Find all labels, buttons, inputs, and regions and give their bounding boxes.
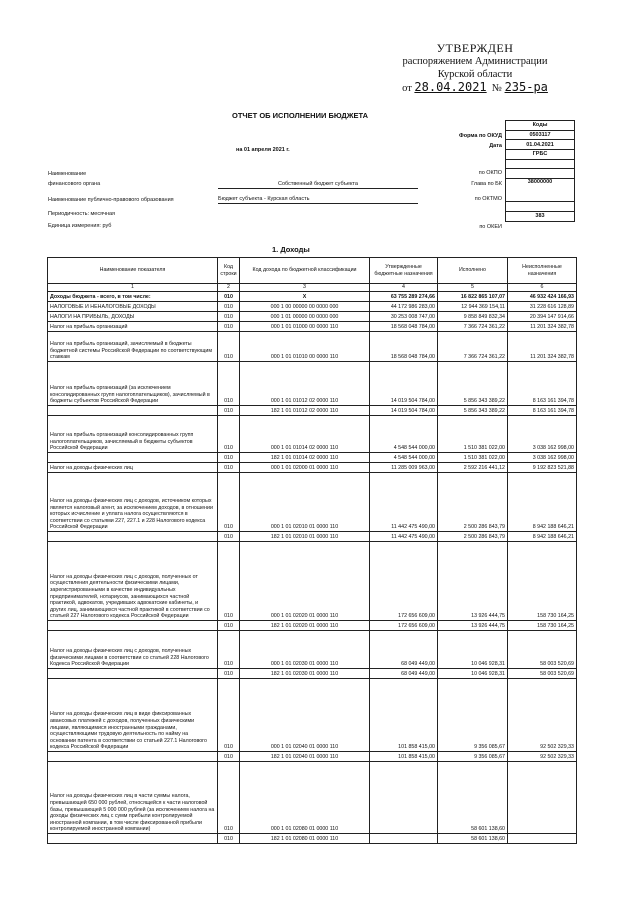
cell-code: 010 [218, 453, 240, 463]
code-date: 01.04.2021 [506, 140, 575, 150]
income-table [47, 257, 577, 844]
code-okud: 0503117 [506, 130, 575, 140]
cell-approved: 14 019 504 784,00 [370, 406, 438, 416]
cell-executed: 2 500 286 843,79 [438, 532, 508, 542]
code-oktmo: 38000000 [506, 179, 575, 202]
approval-title: УТВЕРЖДЕН [436, 41, 514, 55]
cell-code: 010 [218, 473, 240, 532]
cell-unexecuted: 92 502 329,33 [508, 752, 577, 762]
cell-kbk: 182 1 01 01014 02 0000 110 [240, 453, 370, 463]
cell-code: 010 [218, 416, 240, 453]
approval-line1: распоряжением Администрации [402, 56, 548, 67]
cell-name [48, 752, 218, 762]
cell-code: 010 [218, 406, 240, 416]
cell-executed: 10 046 928,31 [438, 631, 508, 669]
cell-unexecuted: 8 163 161 394,78 [508, 406, 577, 416]
label-unit: Единица измерения: руб [48, 223, 112, 229]
label-okei: по ОКЕИ [479, 224, 502, 230]
cell-approved [370, 834, 438, 844]
cell-kbk: 000 1 01 02080 01 0000 110 [240, 762, 370, 834]
cell-approved: 11 285 009 963,00 [370, 463, 438, 473]
cell-name: Доходы бюджета - всего, в том числе: [48, 292, 218, 302]
cell-name: НАЛОГОВЫЕ И НЕНАЛОГОВЫЕ ДОХОДЫ [48, 302, 218, 312]
cell-executed: 1 510 381 022,00 [438, 416, 508, 453]
cell-kbk: 000 1 01 02000 01 0000 110 [240, 463, 370, 473]
cell-approved: 68 049 449,00 [370, 669, 438, 679]
cell-code: 010 [218, 542, 240, 621]
cell-code: 010 [218, 752, 240, 762]
cell-executed: 9 356 085,67 [438, 752, 508, 762]
cell-kbk: 000 1 01 02040 01 0000 110 [240, 679, 370, 752]
section-title: 1. Доходы [272, 245, 310, 254]
cell-executed: 2 592 216 441,12 [438, 463, 508, 473]
cell-name: Налог на прибыль организаций консолидированных групп налогоплательщиков, зачисляемый в бюджеты субъектов Российской Федерации [48, 416, 218, 453]
cell-unexecuted: 11 201 324 382,78 [508, 322, 577, 332]
cell-executed: 7 366 724 361,22 [438, 322, 508, 332]
cell-name: Налог на прибыль организаций, зачисляемый в бюджеты бюджетной системы Российской Федерации по соответствующим ставкам [48, 332, 218, 362]
cell-unexecuted: 58 003 520,69 [508, 631, 577, 669]
cell-unexecuted: 8 942 188 646,21 [508, 473, 577, 532]
cell-code: 010 [218, 669, 240, 679]
cell-executed: 16 822 865 107,07 [438, 292, 508, 302]
cell-approved: 4 548 544 000,00 [370, 453, 438, 463]
cell-unexecuted: 58 003 520,69 [508, 669, 577, 679]
cell-approved: 44 172 986 283,00 [370, 302, 438, 312]
cell-executed: 2 500 286 843,79 [438, 473, 508, 532]
cell-unexecuted: 158 730 164,25 [508, 621, 577, 631]
table-row [48, 463, 577, 473]
codes-header: Коды [506, 121, 575, 131]
cell-name: Налог на доходы физических лиц [48, 463, 218, 473]
col-number: 4 [370, 284, 438, 292]
cell-executed: 5 856 343 389,22 [438, 406, 508, 416]
approval-date-line [395, 81, 555, 95]
table-row [48, 416, 577, 453]
cell-approved: 30 253 008 747,00 [370, 312, 438, 322]
cell-name: Налог на доходы физических лиц с доходов, полученных физическими лицами в соответствии со статьей 228 Налогового Кодекса Российской Федерации [48, 631, 218, 669]
cell-name [48, 621, 218, 631]
header-kbk: Код дохода по бюджетной классификации [240, 258, 370, 284]
cell-code: 010 [218, 332, 240, 362]
cell-executed: 1 510 381 022,00 [438, 453, 508, 463]
cell-unexecuted [508, 834, 577, 844]
cell-executed: 13 926 444,75 [438, 542, 508, 621]
label-pub-entity: Наименование публично-правового образования [48, 197, 174, 203]
cell-unexecuted: 3 038 162 998,00 [508, 416, 577, 453]
cell-code: 010 [218, 631, 240, 669]
cell-unexecuted: 8 942 188 646,21 [508, 532, 577, 542]
report-as-of: на 01 апреля 2021 г. [236, 147, 290, 153]
cell-name: Налог на прибыль организаций (за исключением консолидированных групп налогоплательщиков), зачисляемый в бюджеты субъектов Российской Федерации [48, 362, 218, 406]
table-row [48, 834, 577, 844]
table-row [48, 621, 577, 631]
cell-name: Налог на доходы физических лиц с доходов, источником которых является налоговый агент, за исключением доходов, в отношении которых исчисление и уплата налога осуществляются в соответствии со статьями 227, 227.1 и 228 Налогового кодекса Российской Федерации [48, 473, 218, 532]
cell-kbk: 000 1 01 01014 02 0000 110 [240, 416, 370, 453]
table-row [48, 473, 577, 532]
cell-code: 010 [218, 834, 240, 844]
cell-executed: 58 601 138,60 [438, 762, 508, 834]
cell-code: 010 [218, 463, 240, 473]
cell-unexecuted: 11 201 324 382,78 [508, 332, 577, 362]
table-row [48, 762, 577, 834]
label-period: Периодичность: месячная [48, 211, 116, 217]
cell-kbk: 182 1 01 02080 01 0000 110 [240, 834, 370, 844]
cell-code: 010 [218, 621, 240, 631]
col-number: 5 [438, 284, 508, 292]
table-row [48, 406, 577, 416]
header-unexecuted: Неисполненные назначения [508, 258, 577, 284]
cell-kbk: 000 1 01 01000 00 0000 110 [240, 322, 370, 332]
cell-executed: 7 366 724 361,22 [438, 332, 508, 362]
cell-executed: 9 858 849 832,34 [438, 312, 508, 322]
cell-code: 010 [218, 532, 240, 542]
cell-approved: 172 656 609,00 [370, 621, 438, 631]
cell-approved: 14 019 504 784,00 [370, 362, 438, 406]
cell-approved: 11 442 475 490,00 [370, 473, 438, 532]
cell-executed: 10 046 928,31 [438, 669, 508, 679]
code-okpo [506, 159, 575, 169]
approval-number: 235-ра [504, 80, 548, 94]
cell-executed: 12 944 369 154,11 [438, 302, 508, 312]
label-name: Наименование [48, 171, 87, 177]
cell-code: 010 [218, 322, 240, 332]
cell-name [48, 453, 218, 463]
cell-unexecuted: 92 502 329,33 [508, 679, 577, 752]
header-code: Код строки [218, 258, 240, 284]
header-name: Наименование показателя [48, 258, 218, 284]
cell-code: 010 [218, 312, 240, 322]
cell-name: Налог на доходы физических лиц с доходов, полученных от осуществления деятельности физическими лицами, зарегистрированными в качестве индивидуальных предпринимателей, нотариусов, занимающихся частной практикой, адвокатов, учредивших адвокатские кабинеты, и других лиц, занимающихся частной практикой в соответствии со статьей 227 Налогового кодекса Российской Федерации [48, 542, 218, 621]
fin-organ-value: Собственный бюджет субъекта [218, 181, 418, 189]
col-number: 1 [48, 284, 218, 292]
approval-block [395, 42, 555, 95]
income-rows [48, 292, 577, 844]
col-number: 2 [218, 284, 240, 292]
cell-approved: 101 858 415,00 [370, 679, 438, 752]
cell-executed: 58 601 138,60 [438, 834, 508, 844]
label-fin-organ: финансового органа [48, 181, 101, 187]
table-row [48, 679, 577, 752]
cell-unexecuted: 3 038 162 998,00 [508, 453, 577, 463]
cell-kbk: 000 1 01 02020 01 0000 110 [240, 542, 370, 621]
cell-code: 010 [218, 292, 240, 302]
cell-name: Налог на доходы физических лиц в части суммы налога, превышающей 650 000 рублей, относящейся к части налоговой базы, превышающей 5 000 000 рублей (за исключением налога на доходы физических лиц с сумм прибыли контролируемой иностранной компании, в том числе фиксированной прибыли контролируемой иностранной компании) [48, 762, 218, 834]
table-row [48, 542, 577, 621]
approval-line2: Курской области [437, 69, 513, 80]
cell-unexecuted [508, 762, 577, 834]
pub-entity-value: Бюджет субъекта - Курская область [218, 196, 418, 204]
cell-name [48, 669, 218, 679]
cell-approved: 18 568 048 784,00 [370, 332, 438, 362]
cell-kbk: X [240, 292, 370, 302]
cell-kbk: 000 1 01 01012 02 0000 110 [240, 362, 370, 406]
table-row [48, 302, 577, 312]
label-date: Дата [489, 143, 502, 149]
cell-kbk: 182 1 01 02020 01 0000 110 [240, 621, 370, 631]
approval-num-prefix: № [491, 83, 502, 94]
cell-unexecuted: 8 163 161 394,78 [508, 362, 577, 406]
cell-approved: 4 548 544 000,00 [370, 416, 438, 453]
approval-date: 28.04.2021 [414, 80, 487, 94]
cell-kbk: 000 1 00 00000 00 0000 000 [240, 302, 370, 312]
cell-executed: 9 356 085,67 [438, 679, 508, 752]
cell-code: 010 [218, 679, 240, 752]
table-row [48, 631, 577, 669]
code-bk [506, 169, 575, 179]
cell-kbk: 182 1 01 02040 01 0000 110 [240, 752, 370, 762]
cell-approved: 18 568 048 784,00 [370, 322, 438, 332]
table-row [48, 292, 577, 302]
table-row [48, 669, 577, 679]
cell-approved: 63 755 289 274,66 [370, 292, 438, 302]
cell-approved: 101 858 415,00 [370, 752, 438, 762]
cell-unexecuted: 46 932 424 166,93 [508, 292, 577, 302]
cell-name: Налог на прибыль организаций [48, 322, 218, 332]
code-okei: 383 [506, 211, 575, 221]
cell-approved: 68 049 449,00 [370, 631, 438, 669]
cell-unexecuted: 9 192 823 521,88 [508, 463, 577, 473]
col-number: 6 [508, 284, 577, 292]
cell-code: 010 [218, 762, 240, 834]
table-row [48, 322, 577, 332]
code-grbs: ГРБС [506, 150, 575, 160]
label-oktmo: по ОКТМО [474, 196, 502, 202]
codes-table [505, 120, 575, 222]
cell-name: НАЛОГИ НА ПРИБЫЛЬ, ДОХОДЫ [48, 312, 218, 322]
cell-code: 010 [218, 302, 240, 312]
cell-name: Налог на доходы физических лиц в виде фиксированных авансовых платежей с доходов, полученных физическими лицами, являющимися иностранными гражданами, осуществляющими трудовую деятельность по найму на основании патента в соответствии со статьей 227.1 Налогового кодекса Российской Федерации [48, 679, 218, 752]
cell-kbk: 000 1 01 00000 00 0000 000 [240, 312, 370, 322]
label-okud: Форма по ОКУД [459, 133, 502, 139]
cell-name [48, 532, 218, 542]
cell-kbk: 182 1 01 01012 02 0000 110 [240, 406, 370, 416]
table-row [48, 752, 577, 762]
label-okpo: по ОКПО [478, 170, 502, 176]
approval-date-prefix: от [402, 83, 412, 94]
table-row [48, 312, 577, 322]
cell-kbk: 182 1 01 02010 01 0000 110 [240, 532, 370, 542]
cell-approved: 172 656 609,00 [370, 542, 438, 621]
table-row [48, 332, 577, 362]
cell-unexecuted: 158 730 164,25 [508, 542, 577, 621]
cell-approved: 11 442 475 490,00 [370, 532, 438, 542]
cell-name [48, 406, 218, 416]
report-title: ОТЧЕТ ОБ ИСПОЛНЕНИИ БЮДЖЕТА [232, 111, 369, 120]
header-approved: Утвержденные бюджетные назначения [370, 258, 438, 284]
cell-unexecuted: 31 228 616 128,89 [508, 302, 577, 312]
cell-name [48, 834, 218, 844]
table-row [48, 532, 577, 542]
cell-unexecuted: 20 394 147 914,66 [508, 312, 577, 322]
code-empty [506, 202, 575, 212]
cell-executed: 5 856 343 389,22 [438, 362, 508, 406]
col-number: 3 [240, 284, 370, 292]
cell-kbk: 000 1 01 02010 01 0000 110 [240, 473, 370, 532]
cell-code: 010 [218, 362, 240, 406]
cell-kbk: 000 1 01 01010 00 0000 110 [240, 332, 370, 362]
cell-executed: 13 926 444,75 [438, 621, 508, 631]
header-executed: Исполнено [438, 258, 508, 284]
cell-kbk: 182 1 01 02030 01 0000 110 [240, 669, 370, 679]
cell-kbk: 000 1 01 02030 01 0000 110 [240, 631, 370, 669]
cell-approved [370, 762, 438, 834]
table-row [48, 453, 577, 463]
label-bk: Глава по БК [471, 181, 502, 187]
table-row [48, 362, 577, 406]
